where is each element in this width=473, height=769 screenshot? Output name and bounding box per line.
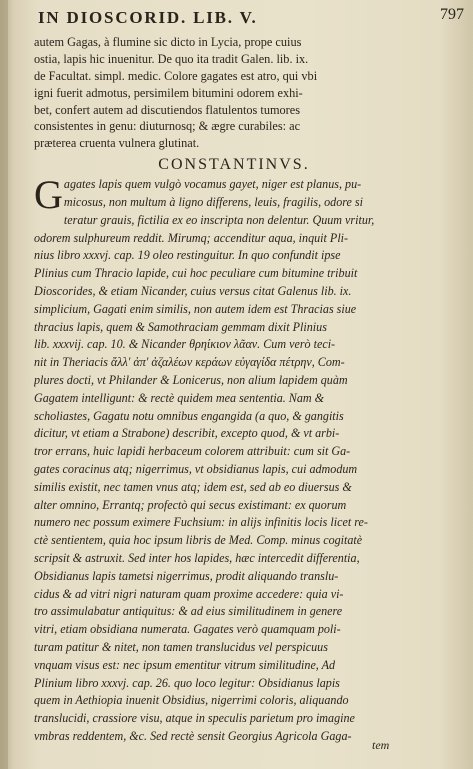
commentary-line: tro assimulabatur antiquitus: & ad eius similitudinem in genere [34, 604, 343, 619]
commentary-line: odorem sulphureum reddit. Mirumq; accenditur aqua, inquit Pli- [34, 230, 349, 245]
page-header [38, 2, 468, 32]
commentary-line: numero nec possum eximere Fuchsium: in alijs infinitis locis licet re- [34, 515, 368, 530]
commentary-line: micosus, non multum à ligno differens, leuis, fragilis, odore si [63, 195, 363, 210]
text-line: ostia, lapis hic inuenitur. De quo ita tradit Galen. lib. ix. [34, 51, 309, 66]
text-line: autem Gagas, à flumine sic dicto in Lycia, prope cuius [34, 35, 302, 49]
text-block [34, 34, 434, 746]
drop-cap: G [34, 172, 63, 218]
commentary-text [34, 172, 434, 746]
commentary-line: thracius lapis, quem & Samothraciam gemmam dixit Plinius [34, 319, 327, 334]
text-line: igni fuerit admotus, persimilem bitumini odorem exhi- [34, 85, 303, 100]
commentary-line: Plinium libro xxxvj. cap. 26. quo loco legitur: Obsidianus lapis [34, 675, 340, 690]
catchword: tem [372, 738, 390, 752]
commentary-line: Dioscorides, & etiam Nicander, cuius versus citat Galenus lib. ix. [34, 284, 352, 299]
running-title: IN DIOSCORID. LIB. V. [38, 8, 258, 27]
commentary-line: lib. xxxvij. cap. 10. & Nicander θρηίκιον λᾶαν. Cum verò teci- [34, 337, 336, 352]
commentary-line: tror errans, huic lapidi herbaceum colorem attribuit: cum sit Ga- [34, 444, 351, 459]
page-gutter-shadow [0, 0, 8, 769]
commentary-line: Gagatem intelligunt: & rectè quidem mea sententia. Nam & [34, 390, 325, 405]
commentary-line: vmbras reddentem, &c. Sed rectè sensit Georgius Agricola Gaga- [34, 728, 352, 743]
commentary-line: turam patitur & nitet, non tamen translucidus vel perspicuus [34, 639, 328, 654]
commentary-line: gates coracinus atq; nigerrimus, vt obsidianus lapis, cui admodum [34, 461, 358, 476]
text-line: consistentes in genu: diuturnosq; & ægre curabiles: ac [34, 119, 301, 134]
commentary-line: vnquam visus est: nec ipsum ementitur vitrum similitudine, Ad [34, 657, 336, 672]
commentary-line: translucidi, crassiore visu, atque in speculis parietum pro imagine [34, 711, 355, 726]
commentary-line: agates lapis quem vulgò vocamus gayet, niger est planus, pu- [63, 177, 362, 192]
commentary-line: simplicium, Gagati enim similis, non autem idem est Thracias siue [34, 301, 357, 316]
commentary-line: nit in Theriacis ἄλλ' ἀπ' ἀζαλέων κεράων εὐγαγίδα πέτρην, Com- [34, 355, 345, 370]
commentary-line: quem in Aethiopia inuenit Obsidius, nigerrimi coloris, aliquando [34, 693, 349, 708]
commentary-line: dicitur, vt etiam a Strabone) describit, excepto quod, & vt arbi- [34, 426, 340, 441]
page-number: 797 [440, 6, 464, 23]
commentary-line: Plinius cum Thracio lapide, cui hoc peculiare cum bitumine tribuit [34, 266, 358, 281]
commentary-line: similis existit, nec tamen vnus atq; idem est, sed ab eo diuersus & [34, 479, 352, 494]
commentary-line: cidus & ad vitri nigri naturam quam proxime accedere: quia vi- [34, 586, 344, 601]
dioscorides-text [34, 34, 434, 152]
commentary-line: Obsidianus lapis tametsi nigerrimus, prodit aliquando translu- [34, 568, 339, 583]
text-line: bet, confert autem ad discutiendos flatulentos tumores [34, 102, 301, 117]
commentary-line: plures docti, vt Philander & Lonicerus, non alium lapidem quàm [34, 373, 348, 387]
commentary-line: ctè sentientem, quia hoc ipsum libris de Med. Comp. minus cogitatè [34, 533, 363, 548]
commentary-line: nius libro xxxvj. cap. 19 oleo restinguitur. In quo confundit ipse [34, 248, 341, 263]
text-line: de Facultat. simpl. medic. Colore gagates est atro, qui vbi [34, 68, 318, 83]
commentary-line: alter omnino, Errantq; profectò qui secus existimant: ex quorum [34, 497, 347, 512]
commentary-line: scholiastes, Gagatu notu omnibus engangida (a quo, & gangitis [34, 408, 344, 423]
commentary-line: teratur grauis, fictilia ex eo inscripta non delentur. Quum vritur, [63, 212, 375, 227]
text-line: præterea cruenta vulnera glutinat. [34, 136, 200, 151]
section-title: CONSTANTINVS. [158, 156, 310, 174]
commentary-line: scripsit & astruxit. Sed inter hos lapides, hæc intercedit differentia, [34, 550, 360, 565]
commentary-line: vitri, etiam obsidiana numerata. Gagates verò quamquam poli- [34, 622, 341, 637]
